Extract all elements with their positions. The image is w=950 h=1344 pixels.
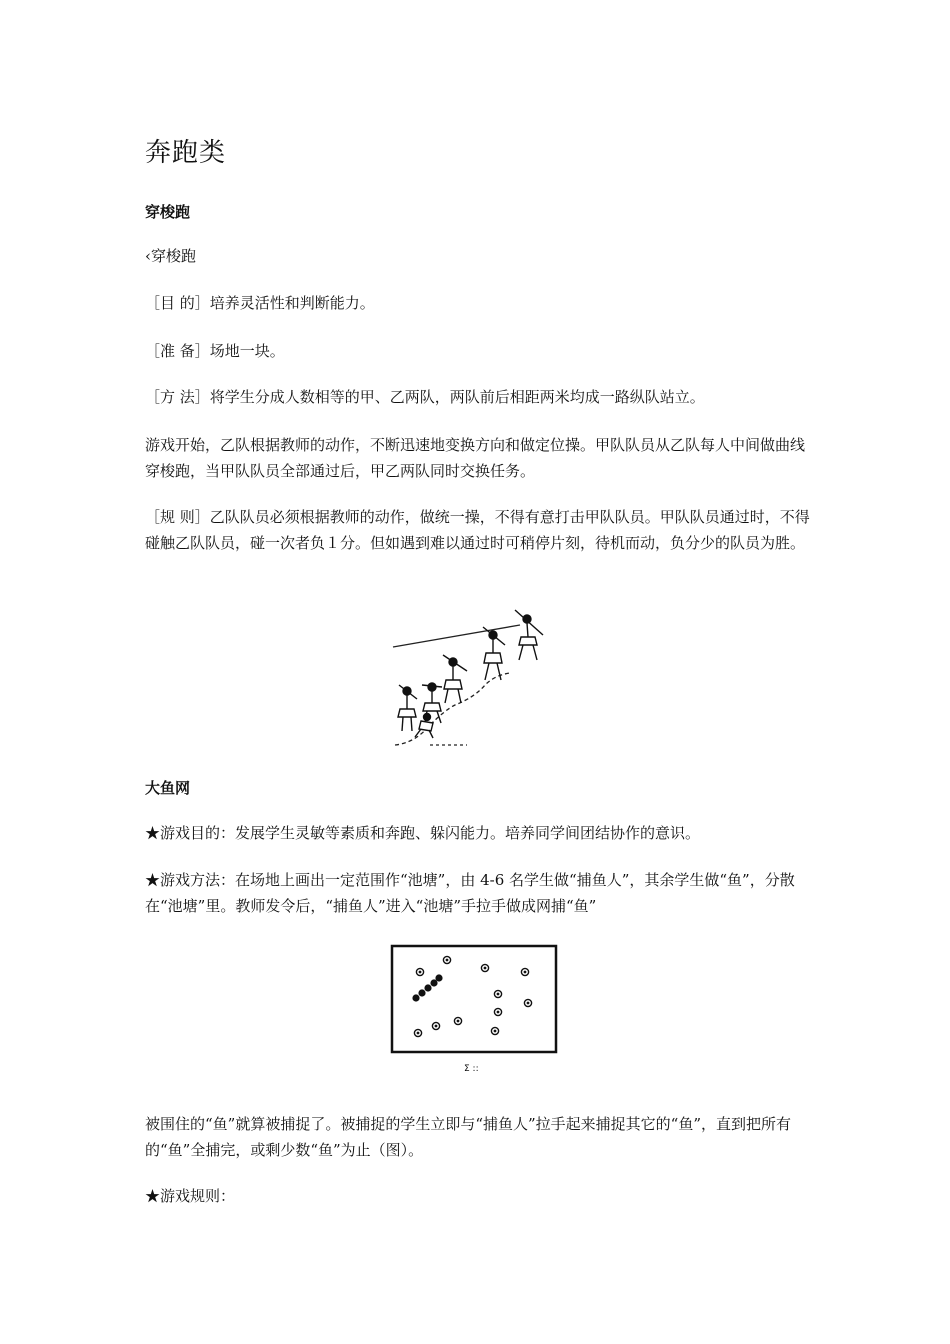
rules-paragraph: ［规 则］乙队队员必须根据教师的动作，做统一操，不得有意打击甲队队员。甲队队员通过时，不得碰触乙队队员，碰一次者负１分。但如遇到难以通过时可稍停片刻，待机而动，负分少的队员为胜。 bbox=[145, 508, 810, 552]
shuttle-run-illustration bbox=[385, 605, 560, 750]
result-paragraph: 被围住的“鱼”就算被捕捉了。被捕捉的学生立即与“捕鱼人”拉手起来捕捉其它的“鱼”，直到把所有的“鱼”全捕完，或剩少数“鱼”为止（图）。 bbox=[145, 1115, 792, 1159]
fish-pond-diagram bbox=[390, 944, 560, 1076]
pond-diagram-caption: Σ :: bbox=[464, 1064, 479, 1074]
game-method-paragraph: ★游戏方法：在场地上画出一定范围作“池塘”，由 4-6 名学生做“捕鱼人”，其余学生做“鱼”，分散在“池塘”里。教师发令后，“捕鱼人”进入“池塘”手拉手做成网捕“鱼” bbox=[145, 871, 795, 915]
section-heading-big-fish-net: 大鱼网 bbox=[145, 779, 191, 797]
shuttle-run-link[interactable]: ‹穿梭跑 bbox=[145, 247, 196, 265]
section-heading-shuttle-run: 穿梭跑 bbox=[145, 203, 191, 221]
method-continued-paragraph: 游戏开始，乙队根据教师的动作，不断迅速地变换方向和做定位操。甲队队员从乙队每人中间做曲线穿梭跑，当甲队队员全部通过后，甲乙两队同时交换任务。 bbox=[145, 436, 806, 480]
game-rules-label: ★游戏规则： bbox=[145, 1187, 236, 1205]
purpose-paragraph: ［目 的］培养灵活性和判断能力。 bbox=[145, 294, 375, 312]
game-goal-paragraph: ★游戏目的：发展学生灵敏等素质和奔跑、躲闪能力。培养同学间团结协作的意识。 bbox=[145, 824, 701, 842]
method-paragraph: ［方 法］将学生分成人数相等的甲、乙两队，两队前后相距两米均成一路纵队站立。 bbox=[145, 388, 705, 406]
page-title: 奔跑类 bbox=[145, 138, 227, 168]
preparation-paragraph: ［准 备］场地一块。 bbox=[145, 342, 285, 360]
